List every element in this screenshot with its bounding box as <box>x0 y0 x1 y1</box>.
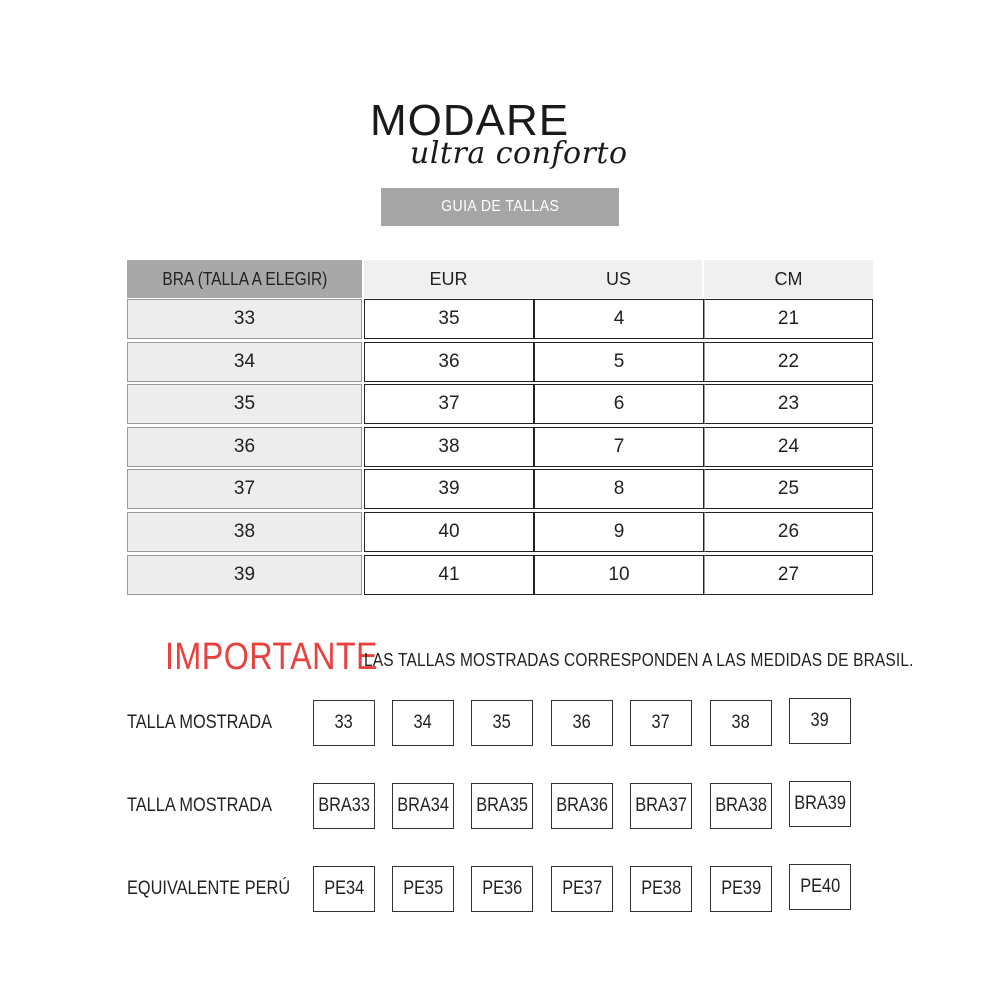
size-box-value: PE37 <box>562 878 602 899</box>
comparison-row-label: TALLA MOSTRADA <box>127 795 272 816</box>
size-box <box>630 783 692 829</box>
comparison-row-label: EQUIVALENTE PERÚ <box>127 878 291 899</box>
size-box-value: BRA34 <box>397 795 449 816</box>
header-bra-label: BRA (TALLA A ELEGIR) <box>162 268 327 289</box>
us-cell-value: 5 <box>613 350 625 372</box>
size-box <box>789 781 851 827</box>
size-box <box>710 783 772 829</box>
comparison-row-label: TALLA MOSTRADA <box>127 712 272 733</box>
bra-cell-value: 35 <box>233 393 256 415</box>
us-cell <box>534 384 704 424</box>
size-box-value: BRA36 <box>556 795 608 816</box>
eur-cell <box>364 427 534 467</box>
size-box <box>392 700 454 746</box>
bra-cell <box>127 299 362 339</box>
cm-cell-value: 23 <box>777 393 800 415</box>
size-box-value: PE40 <box>800 876 840 897</box>
size-box-value: 35 <box>492 712 512 733</box>
size-box-value: PE35 <box>403 878 443 899</box>
size-box <box>551 866 613 912</box>
cm-cell <box>704 512 873 552</box>
size-guide-banner <box>381 188 619 226</box>
header-cm <box>704 260 873 298</box>
size-box <box>471 700 533 746</box>
size-box-value: PE36 <box>482 878 522 899</box>
header-cm-label: CM <box>774 268 803 289</box>
size-box-value: 34 <box>413 712 433 733</box>
size-box <box>313 700 375 746</box>
bra-cell-value: 37 <box>233 478 256 500</box>
eur-cell-value: 36 <box>438 350 460 372</box>
cm-cell <box>704 299 873 339</box>
bra-cell <box>127 555 362 595</box>
brand-logo: MODARE <box>370 96 570 145</box>
us-cell <box>534 555 704 595</box>
header-eur <box>364 260 533 298</box>
eur-cell-value: 41 <box>438 563 460 585</box>
eur-cell-value: 35 <box>438 308 460 329</box>
cm-cell-value: 27 <box>777 563 800 585</box>
header-us <box>534 260 703 298</box>
size-box-value: PE34 <box>324 878 364 899</box>
brand-tagline: ultra conforto <box>410 136 628 171</box>
important-heading: IMPORTANTE <box>165 636 379 678</box>
eur-cell <box>364 299 534 339</box>
bra-cell-value: 38 <box>233 521 256 542</box>
cm-cell <box>704 469 873 509</box>
bra-cell <box>127 342 362 382</box>
size-box-value: PE39 <box>721 878 761 899</box>
header-us-label: US <box>605 268 631 289</box>
us-cell <box>534 299 704 339</box>
cm-cell-value: 25 <box>777 478 800 500</box>
important-note: LAS TALLAS MOSTRADAS CORRESPONDEN A LAS MEDIDAS DE BRASIL. <box>364 650 914 670</box>
size-box <box>789 864 851 910</box>
us-cell-value: 6 <box>613 393 625 415</box>
size-box-value: 38 <box>731 712 751 733</box>
size-box-value: PE38 <box>641 878 681 899</box>
size-box <box>471 783 533 829</box>
size-box-value: 39 <box>810 710 830 731</box>
us-cell <box>534 469 704 509</box>
eur-cell-value: 37 <box>438 393 460 415</box>
us-cell <box>534 427 704 467</box>
us-cell <box>534 512 704 552</box>
bra-cell <box>127 469 362 509</box>
eur-cell <box>364 512 534 552</box>
us-cell-value: 9 <box>613 521 625 542</box>
size-box <box>630 866 692 912</box>
eur-cell-value: 38 <box>438 435 460 457</box>
bra-cell <box>127 427 362 467</box>
cm-cell <box>704 427 873 467</box>
us-cell-value: 7 <box>613 435 625 457</box>
bra-cell-value: 39 <box>233 563 256 585</box>
size-box <box>313 866 375 912</box>
header-separator <box>702 260 704 298</box>
us-cell-value: 10 <box>608 563 630 585</box>
size-box-value: 33 <box>334 712 354 733</box>
bra-cell-value: 33 <box>233 308 256 329</box>
size-box-value: BRA37 <box>635 795 687 816</box>
header-bra <box>127 260 362 298</box>
size-box-value: 36 <box>572 712 592 733</box>
size-box <box>551 700 613 746</box>
size-box-value: BRA38 <box>715 795 767 816</box>
header-eur-label: EUR <box>429 268 468 289</box>
eur-cell <box>364 469 534 509</box>
us-cell-value: 8 <box>613 478 625 500</box>
size-box <box>471 866 533 912</box>
size-box <box>392 866 454 912</box>
size-box-value: BRA35 <box>476 795 528 816</box>
bra-cell <box>127 512 362 552</box>
eur-cell-value: 40 <box>438 521 460 542</box>
cm-cell <box>704 342 873 382</box>
eur-cell <box>364 342 534 382</box>
us-cell-value: 4 <box>613 308 625 329</box>
cm-cell <box>704 384 873 424</box>
eur-cell <box>364 555 534 595</box>
size-box <box>710 700 772 746</box>
us-cell <box>534 342 704 382</box>
cm-cell-value: 24 <box>777 435 800 457</box>
eur-cell-value: 39 <box>438 478 460 500</box>
bra-cell <box>127 384 362 424</box>
cm-cell <box>704 555 873 595</box>
eur-cell <box>364 384 534 424</box>
size-box-value: BRA33 <box>318 795 370 816</box>
size-box <box>789 698 851 744</box>
size-box-value: 37 <box>651 712 671 733</box>
size-box-value: BRA39 <box>794 793 846 814</box>
bra-cell-value: 36 <box>233 435 256 457</box>
size-box <box>392 783 454 829</box>
size-box <box>313 783 375 829</box>
cm-cell-value: 21 <box>777 308 800 329</box>
size-box <box>630 700 692 746</box>
size-box <box>710 866 772 912</box>
size-guide-title: GUIA DE TALLAS <box>440 198 560 215</box>
cm-cell-value: 22 <box>777 350 800 372</box>
size-box <box>551 783 613 829</box>
bra-cell-value: 34 <box>233 350 256 372</box>
cm-cell-value: 26 <box>777 521 800 542</box>
